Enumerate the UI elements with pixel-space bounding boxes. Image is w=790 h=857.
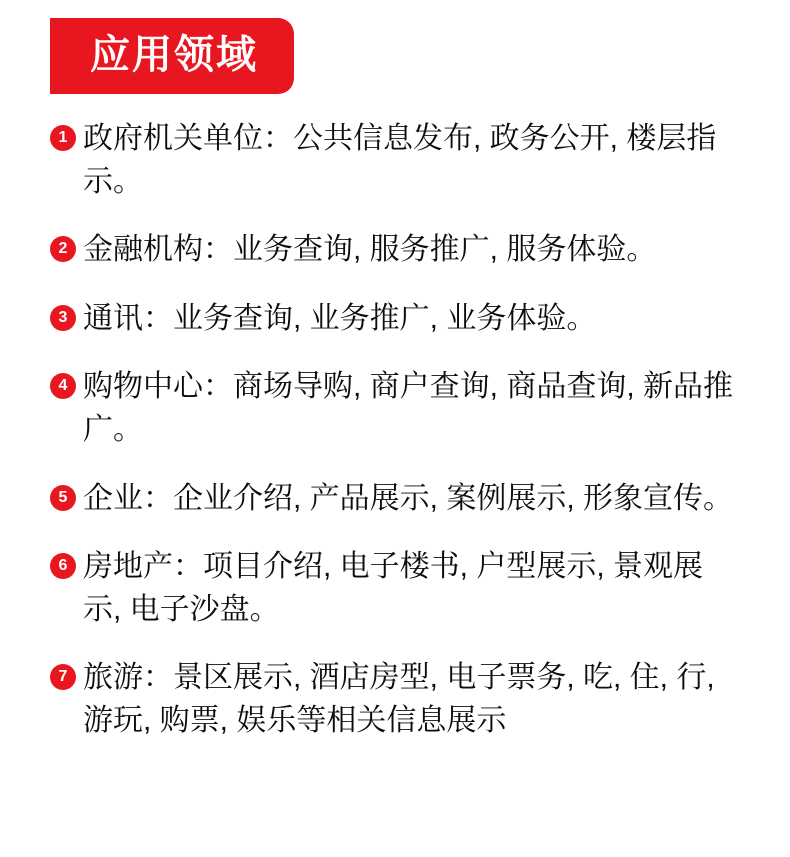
list-number-badge: 2 [50, 236, 76, 262]
list-number-badge: 7 [50, 664, 76, 690]
list-item-text: 政府机关单位：公共信息发布, 政务公开, 楼层指示。 [83, 122, 717, 198]
list-number-badge: 3 [50, 305, 76, 331]
list-item [50, 118, 740, 203]
page-title: 应用领域 [50, 18, 294, 94]
list-item [50, 366, 740, 451]
list-item-text: 通讯：业务查询, 业务推广, 业务体验。 [83, 301, 597, 335]
list-number-badge: 4 [50, 373, 76, 399]
list-item-text: 金融机构：业务查询, 服务推广, 服务体验。 [83, 233, 657, 267]
list-item-text: 房地产：项目介绍, 电子楼书, 户型展示, 景观展示, 电子沙盘。 [83, 550, 704, 626]
list-item [50, 229, 740, 272]
list-item [50, 657, 740, 742]
application-fields-list [50, 118, 740, 743]
list-item-text: 旅游：景区展示, 酒店房型, 电子票务, 吃, 住, 行, 游玩, 购票, 娱乐等相关信息展示 [83, 661, 715, 737]
list-item [50, 478, 740, 521]
list-number-badge: 5 [50, 485, 76, 511]
list-item [50, 298, 740, 341]
list-number-badge: 1 [50, 125, 76, 151]
list-item-text: 购物中心：商场导购, 商户查询, 商品查询, 新品推广。 [83, 370, 734, 446]
list-item-text: 企业：企业介绍, 产品展示, 案例展示, 形象宣传。 [83, 481, 734, 515]
list-number-badge: 6 [50, 553, 76, 579]
list-item [50, 546, 740, 631]
